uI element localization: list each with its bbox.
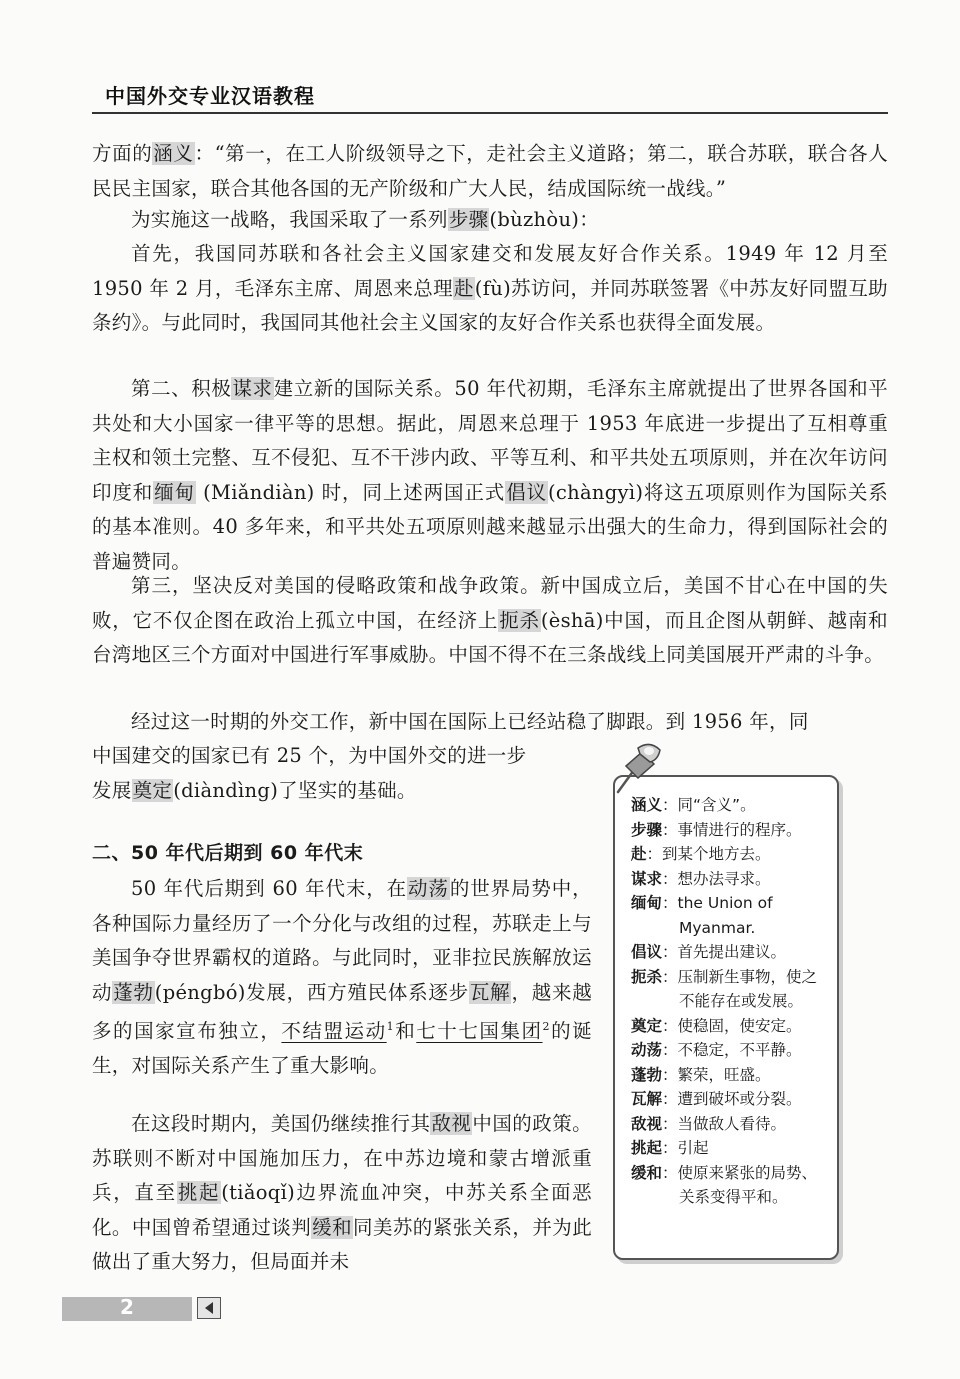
glossary-word: 赴 — [453, 276, 474, 300]
glossary-term: 奠定 — [631, 1016, 663, 1035]
section-heading: 二、50 年代后期到 60 年代末 — [92, 842, 364, 864]
glossary-word: 敌视 — [431, 1112, 472, 1135]
text-span: (èshā)中国，而且企图从朝鲜、越南和台湾地区三个方面对中国进行军事威胁。中国不得不在三条战线上同美国展开严肃的斗争。 — [92, 608, 888, 666]
text-span: 第三，坚决反对美国的侵略政策和战争政策。新中国成立后，美国不甘心在中国的失败，它不仅企图在政治上孤立中国，在经济上 — [92, 574, 888, 632]
glossary-word: 扼杀 — [499, 608, 540, 632]
text-span: 经过这一时期的外交工作，新中国在国际上已经站稳了脚跟。到 1956 年，同 — [131, 710, 809, 733]
page-number: 2 — [120, 1295, 134, 1319]
text-span: ，越来越多的国家宣布独立， — [92, 980, 592, 1043]
glossary-word: 挑起 — [177, 1181, 221, 1204]
glossary-definition: 当做敌人看待。 — [677, 1114, 787, 1133]
text-span: 在这段时期内，美国仍继续推行其 — [131, 1112, 431, 1135]
footnote-marker: 2 — [542, 1020, 550, 1033]
triangle-left-icon — [202, 1301, 216, 1315]
paragraph-8 — [92, 1107, 592, 1280]
text-span: ：“第一，在工人阶级领导之下，走社会主义道路；第二，联合苏联，联合各人民民主国家，联合其他各国的无产阶级和广大人民，结成国际统一战线。” — [92, 142, 888, 200]
glossary-word: 动荡 — [408, 877, 449, 900]
glossary-word: 缅甸 — [154, 480, 195, 504]
paragraph-4 — [92, 372, 888, 579]
glossary-entry: 动荡：不稳定，不平静。 — [631, 1041, 802, 1059]
glossary-definition: 使稳固，使安定。 — [677, 1016, 802, 1035]
glossary-word: 谋求 — [232, 377, 273, 400]
glossary-term: 倡议 — [631, 943, 663, 961]
glossary-word: 蓬勃 — [113, 980, 154, 1004]
text-span: (fù)苏访问，并同苏联签署《中苏友好同盟互助条约》。与此同时，我国同其他社会主义国家的友好合作关系也获得全面发展。 — [92, 276, 888, 334]
text-span: (péngbó)发展，西方殖民体系逐步 — [154, 980, 469, 1004]
glossary-entry: 涵义：同“含义”。 — [631, 796, 756, 814]
book-title: 中国外交专业汉语教程 — [105, 84, 315, 108]
header-divider — [92, 112, 888, 114]
glossary-term: 敌视 — [631, 1114, 663, 1133]
text-span: 为实施这一战略，我国采取了一系列 — [131, 208, 448, 231]
text-span: 建立新的国际关系。50 年代初期，毛泽东主席就提出了世界各国和平共处和大小国家一律平等的思想。据此，周恩来总理于 1953 年底进一步提出了互相尊重主权和领土完整、互不侵犯、互不干涉内政、平等互利、和平共处五项原则，并在次年访问印度和 — [92, 377, 888, 504]
paragraph-6-continued — [92, 739, 592, 808]
text-span: (Miǎndiàn) 时，同上述两国正式 — [195, 480, 506, 504]
glossary-term: 缅甸 — [631, 894, 663, 912]
glossary-entry: 瓦解：遭到破坏或分裂。 — [631, 1090, 802, 1108]
glossary-definition: 繁荣，旺盛。 — [677, 1065, 771, 1084]
text-span: 同美苏的紧张关系，并为此做出了重大努力，但局面并未 — [92, 1215, 592, 1273]
glossary-term: 步骤 — [631, 820, 663, 839]
glossary-entry: 缓和：使原来紧张的局势、关系变得平和。 — [631, 1163, 818, 1206]
underlined-term: 七十七国集团 — [416, 1019, 543, 1043]
paragraph-6 — [92, 705, 888, 740]
glossary-definition: the Union of Myanmar. — [677, 894, 773, 937]
glossary-word: 倡议 — [506, 480, 547, 504]
glossary-definition: 事情进行的程序。 — [677, 820, 802, 839]
glossary-term: 瓦解 — [631, 1090, 663, 1108]
glossary-definition: 引起 — [677, 1139, 709, 1157]
paragraph-1 — [92, 137, 888, 206]
glossary-term: 蓬勃 — [631, 1065, 663, 1084]
glossary-entry: 敌视：当做敌人看待。 — [631, 1114, 787, 1133]
paragraph-2 — [92, 203, 888, 238]
glossary-term: 谋求 — [631, 869, 663, 888]
glossary-entry: 奠定：使稳固，使安定。 — [631, 1016, 802, 1035]
paragraph-7 — [92, 872, 592, 1084]
text-span: 和 — [393, 1019, 417, 1043]
text-span: 第二、积极 — [131, 377, 232, 400]
pushpin-icon — [612, 738, 666, 796]
glossary-entry: 倡议：首先提出建议。 — [631, 943, 787, 961]
glossary-term: 挑起 — [631, 1139, 663, 1157]
glossary-term: 赴 — [631, 845, 647, 863]
text-span: 50 年代后期到 60 年代末，在 — [131, 877, 408, 900]
glossary-definition: 不稳定，不平静。 — [677, 1041, 802, 1059]
glossary-entry: 扼杀：压制新生事物，使之不能存在或发展。 — [631, 967, 818, 1010]
text-span: 首先，我国同苏联和各社会主义国家建交和发展友好合作关系。1949 年 12 月至 1950 年 2 月，毛泽东主席、周恩来总理 — [92, 242, 888, 300]
glossary-entry: 步骤：事情进行的程序。 — [631, 820, 802, 839]
text-span: 方面的 — [92, 142, 153, 165]
paragraph-5 — [92, 569, 888, 673]
text-span: (chàngyì)将这五项原则作为国际关系的基本准则。40 多年来，和平共处五项原则越来越显示出强大的生命力，得到国际社会的普遍赞同。 — [92, 480, 889, 573]
text-span: (diàndìng)了坚实的基础。 — [173, 778, 417, 802]
glossary-word: 涵义 — [153, 142, 194, 165]
text-span: 的世界局势中，各种国际力量经历了一个分化与改组的过程，苏联走上与美国争夺世界霸权的道路。与此同时，亚非拉民族解放运动 — [92, 877, 592, 1004]
text-span: 中国的政策。苏联则不断对中国施加压力，在中苏边境和蒙古增派重兵，直至 — [92, 1112, 592, 1204]
text-span: 中国建交的国家已有 25 个，为中国外交的进一步 — [92, 744, 527, 767]
glossary-definition: 压制新生事物，使之不能存在或发展。 — [677, 967, 818, 1010]
glossary-entry: 蓬勃：繁荣，旺盛。 — [631, 1065, 771, 1084]
glossary-box — [613, 775, 839, 1260]
glossary-word: 瓦解 — [469, 980, 511, 1004]
previous-page-button[interactable] — [197, 1297, 221, 1319]
glossary-definition: 使原来紧张的局势、关系变得平和。 — [677, 1163, 818, 1206]
glossary-word: 奠定 — [132, 778, 173, 802]
text-span: 发展 — [92, 778, 132, 802]
text-span: 的诞生，对国际关系产生了重大影响。 — [92, 1019, 592, 1077]
paragraph-3 — [92, 237, 888, 341]
glossary-entry: 缅甸：the Union of Myanmar. — [631, 894, 773, 937]
glossary-term: 涵义 — [631, 796, 663, 814]
glossary-definition: 同“含义”。 — [677, 796, 756, 814]
glossary-term: 动荡 — [631, 1041, 663, 1059]
glossary-definition: 到某个地方去。 — [662, 845, 771, 863]
glossary-definition: 遭到破坏或分裂。 — [677, 1090, 802, 1108]
glossary-definition: 首先提出建议。 — [677, 943, 787, 961]
glossary-term: 扼杀 — [631, 967, 663, 986]
footnote-marker: 1 — [386, 1020, 394, 1033]
text-span: (tiǎoqǐ)边界流血冲突，中苏关系全面恶化。中国曾希望通过谈判 — [92, 1181, 592, 1239]
glossary-word: 缓和 — [312, 1215, 353, 1239]
glossary-entry: 赴：到某个地方去。 — [631, 845, 771, 863]
glossary-word: 步骤 — [448, 208, 489, 231]
glossary-entry: 谋求：想办法寻求。 — [631, 869, 771, 888]
glossary-definition: 想办法寻求。 — [677, 869, 771, 888]
underlined-term: 不结盟运动 — [281, 1019, 387, 1043]
text-span: (bùzhòu)： — [489, 208, 600, 231]
glossary-term: 缓和 — [631, 1163, 663, 1182]
glossary-entry: 挑起：引起 — [631, 1139, 709, 1157]
